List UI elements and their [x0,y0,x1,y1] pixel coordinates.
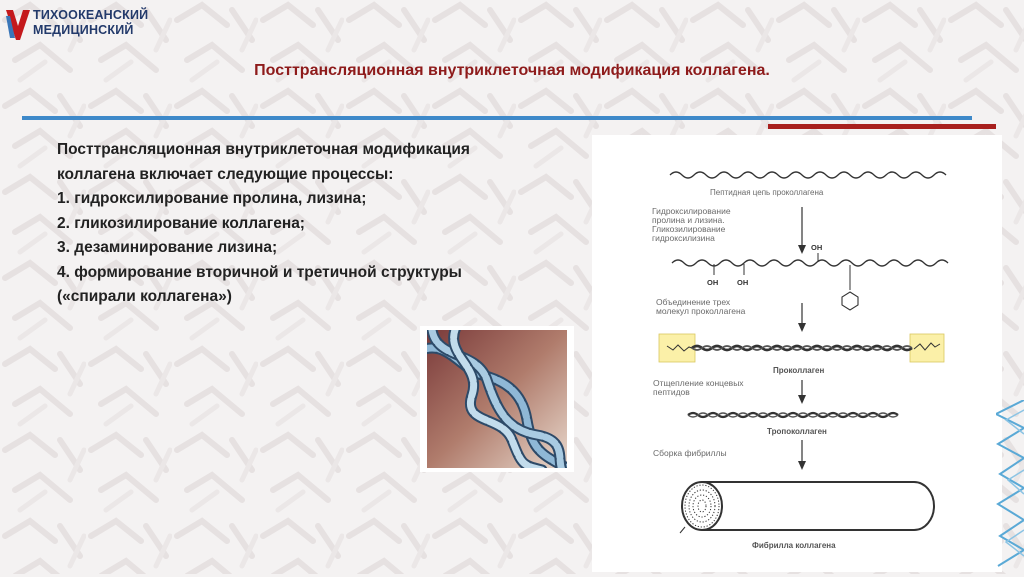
process-list [57,138,602,310]
oh-label: OH [707,278,719,287]
step-cleavage-label: Отщепление концевых пептидов [653,378,744,397]
arrow-down-icon [798,207,806,254]
arrow-down-icon [798,380,806,404]
collagen-fibril-icon [680,482,934,533]
n-propeptide-box [659,334,695,362]
sugar-ring-icon [842,292,858,310]
modified-chain [672,260,948,266]
logo-line-1: ТИХООКЕАНСКИЙ [33,8,149,22]
text-line: коллагена включает следующие процессы: [57,165,394,183]
university-logo-icon [6,8,30,40]
list-item: 4. формирование вторичной и третичной структуры [57,263,462,281]
tropocollagen-label: Тропоколлаген [767,427,827,436]
oh-label: OH [737,278,749,287]
arrow-down-icon [798,303,806,332]
step-hydroxylation-label: Гидроксилирование пролина и лизина. Гликозилирование гидроксилизина [652,206,731,243]
collagen-helix-image [420,326,574,472]
collagen-helix-illustration [427,330,567,468]
fibril-label: Фибрилла коллагена [752,541,836,550]
slide-title: Посттрансляционная внутриклеточная модификация коллагена. [254,62,770,79]
divider-blue [22,116,972,120]
corner-decoration [996,400,1024,574]
logo-line-2: МЕДИЦИНСКИЙ [33,23,134,37]
synthesis-scheme [592,135,1002,572]
peptide-chain [670,172,946,178]
list-item: 1. гидроксилирование пролина, лизина; [57,190,367,207]
hydroxyl-groups [714,253,850,290]
list-item: 3. дезаминирование лизина; [57,239,278,256]
list-item: 2. гликозилирование коллагена; [57,214,305,232]
text-line: Посттрансляционная внутриклеточная модификация [57,141,470,158]
oh-label: OH [811,243,823,252]
text-line: («спирали коллагена») [57,288,232,305]
university-logo [6,4,176,44]
peptide-label: Пептидная цепь проколлагена [710,188,824,197]
collagen-synthesis-diagram [592,135,1002,572]
step-assembly-label: Объединение трех молекул проколлагена [656,297,746,316]
divider-red [768,124,996,129]
arrow-down-icon [798,440,806,470]
step-fibril-assembly-label: Сборка фибриллы [653,448,727,458]
procollagen-label: Проколлаген [773,366,825,375]
